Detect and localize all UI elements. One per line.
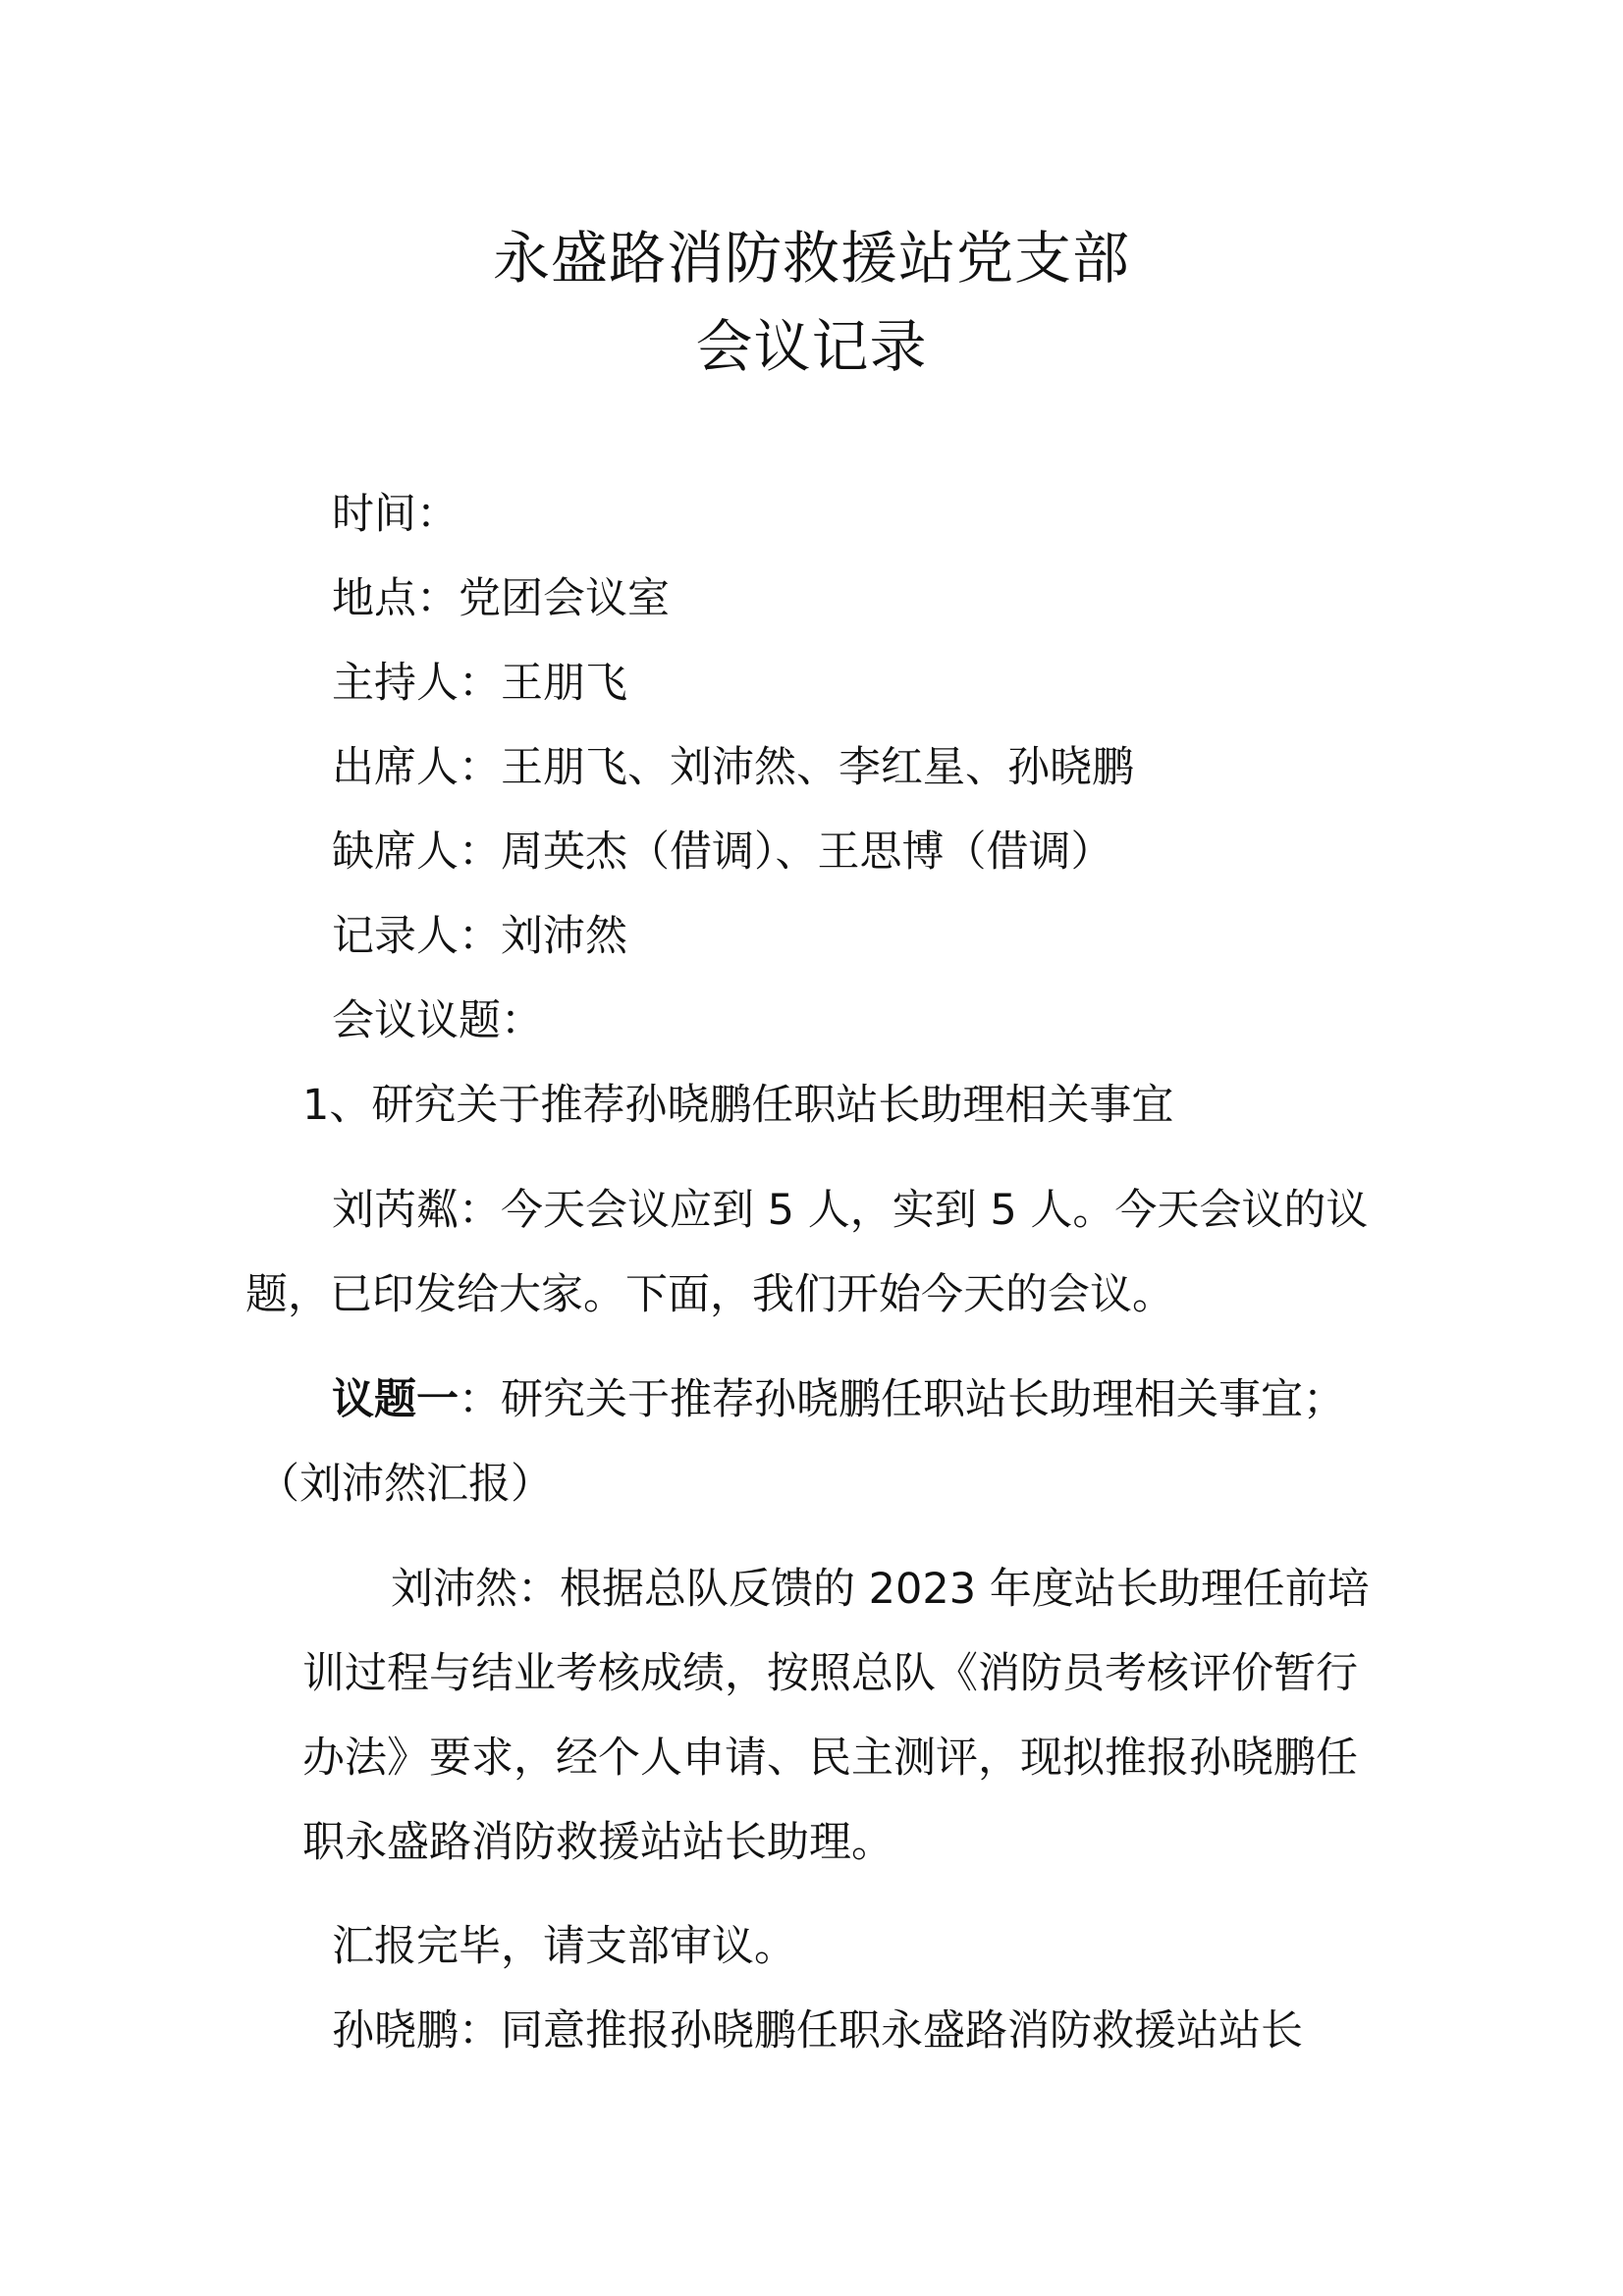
response-line: 孙晓鹏：同意推报孙晓鹏任职永盛路消防救援站站长: [332, 2006, 1303, 2056]
opening-line-1: 刘芮粼：今天会议应到 5 人，实到 5 人。今天会议的议: [332, 1186, 1369, 1235]
topic-1-heading: [332, 1372, 1345, 1427]
topic-1-reporter: （刘沛然汇报）: [257, 1460, 553, 1509]
field-recorder: 记录人：刘沛然: [332, 912, 627, 961]
field-host: 主持人：王朋飞: [332, 659, 627, 708]
topic-1-text: ：研究关于推荐孙晓鹏任职站长助理相关事宜；: [459, 1375, 1345, 1424]
closing-line: 汇报完毕，请支部审议。: [332, 1922, 796, 1971]
topic-1-label: 议题一: [332, 1375, 459, 1424]
report-line-4: 职永盛路消防救援站站长助理。: [302, 1818, 893, 1867]
field-location: 地点：党团会议室: [332, 574, 670, 623]
opening-line-2: 题，已印发给大家。下面，我们开始今天的会议。: [245, 1270, 1174, 1319]
document-title-org: 永盛路消防救援站党支部: [492, 225, 1130, 292]
agenda-item-1: 1、研究关于推荐孙晓鹏任职站长助理相关事宜: [302, 1081, 1174, 1130]
report-line-3: 办法》要求，经个人申请、民主测评，现拟推报孙晓鹏任: [302, 1734, 1358, 1783]
field-agenda-label: 会议议题：: [332, 996, 543, 1045]
report-line-1: 刘沛然：根据总队反馈的 2023 年度站长助理任前培: [391, 1565, 1370, 1614]
report-line-2: 训过程与结业考核成绩，按照总队《消防员考核评价暂行: [302, 1649, 1358, 1698]
field-time: 时间：: [332, 490, 459, 539]
field-attendees: 出席人：王朋飞、刘沛然、李红星、孙晓鹏: [332, 743, 1134, 792]
field-absent: 缺席人：周英杰（借调）、王思博（借调）: [332, 828, 1113, 877]
document-title-type: 会议记录: [695, 313, 928, 380]
